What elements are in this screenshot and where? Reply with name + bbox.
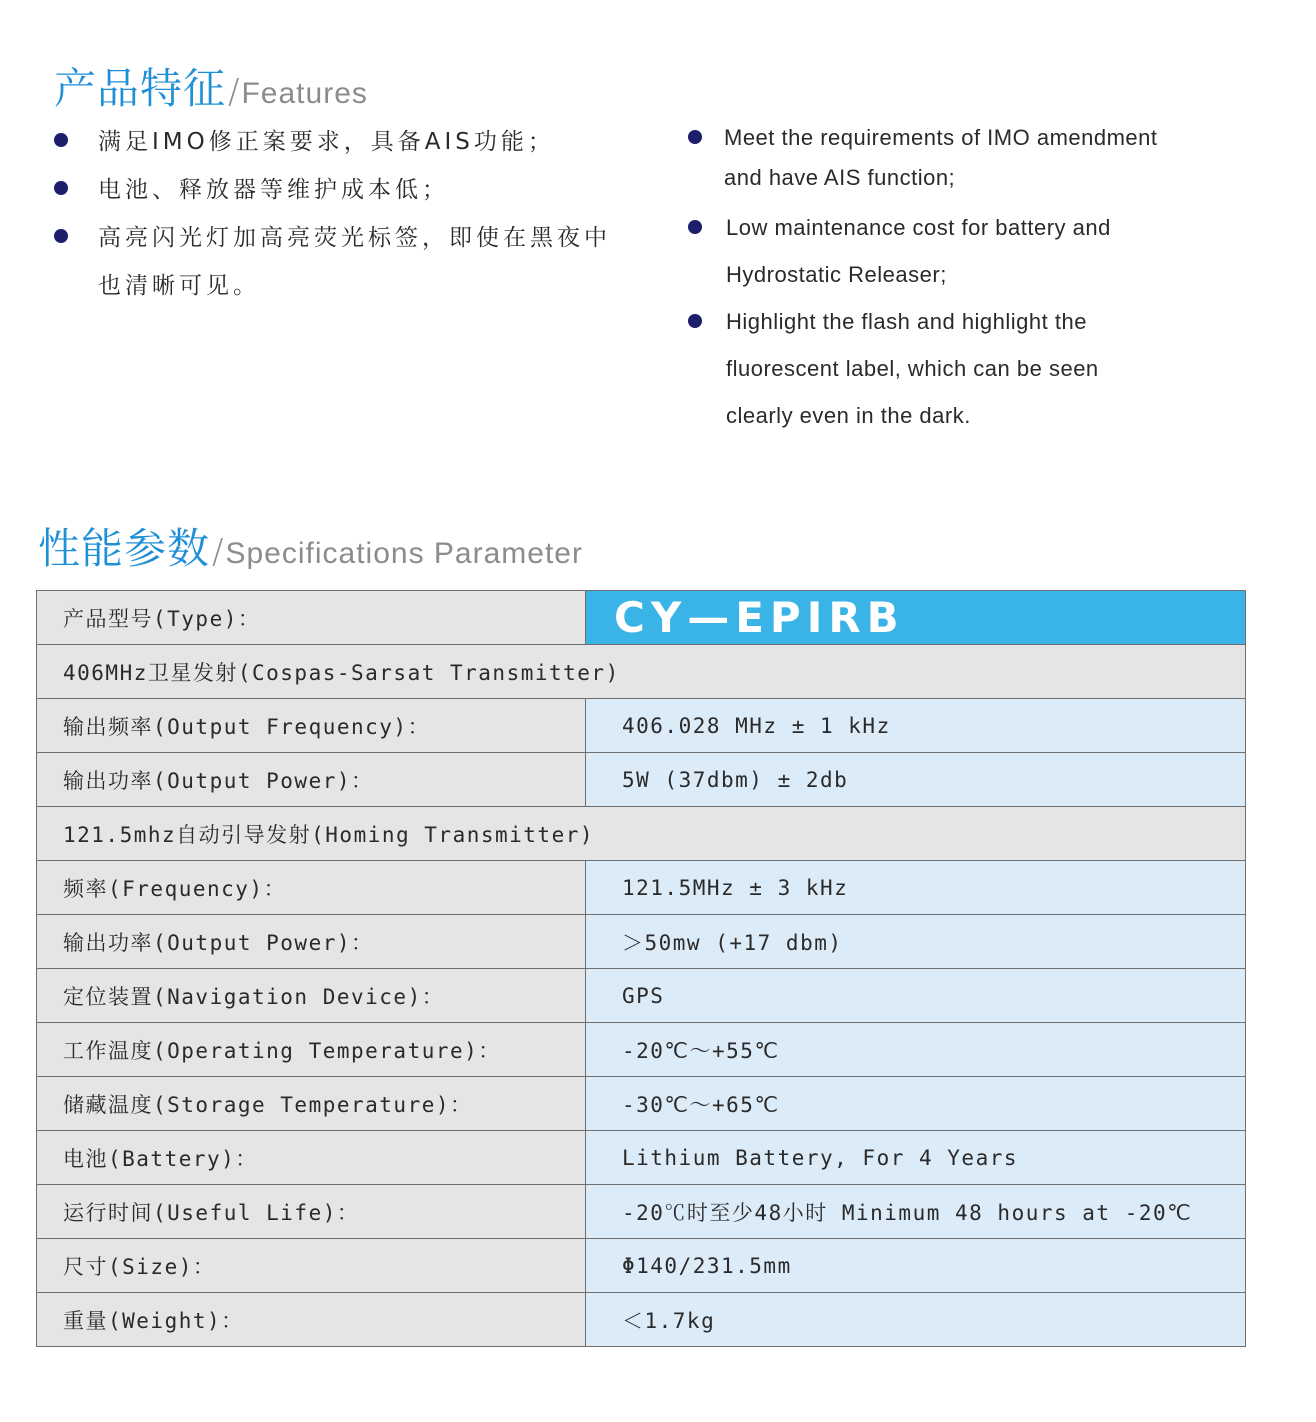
table-row xyxy=(37,1023,1246,1077)
spec-label: 定位装置(Navigation Device)： xyxy=(37,969,586,1023)
feature-item-en xyxy=(688,204,1176,298)
table-row xyxy=(37,915,1246,969)
bullet-dot-icon xyxy=(54,181,68,195)
feature-text-en: Highlight the flash and highlight the fluorescent label, which can be seen clearly even in the dark. xyxy=(726,309,1099,428)
table-section-row xyxy=(37,645,1246,699)
spec-value: Lithium Battery, For 4 Years xyxy=(586,1131,1246,1185)
spec-value: -20℃时至少48小时 Minimum 48 hours at -20℃ xyxy=(586,1185,1246,1239)
feature-item-en xyxy=(688,298,1166,439)
spec-label: 频率(Frequency)： xyxy=(37,861,586,915)
bullet-dot-icon xyxy=(688,220,702,234)
feature-text-en: Meet the requirements of IMO amendment and have AIS function; xyxy=(724,125,1158,190)
spec-label: 输出频率(Output Frequency)： xyxy=(37,699,586,753)
table-row xyxy=(37,1185,1246,1239)
spec-value: GPS xyxy=(586,969,1246,1023)
feature-text-zh: 满足IMO修正案要求，具备AIS功能； xyxy=(98,129,555,155)
spec-label: 输出功率(Output Power)： xyxy=(37,915,586,969)
spec-value: -30℃～+65℃ xyxy=(586,1077,1246,1131)
table-row xyxy=(37,1131,1246,1185)
table-row xyxy=(37,1239,1246,1293)
table-row xyxy=(37,699,1246,753)
spec-label: 工作温度(Operating Temperature)： xyxy=(37,1023,586,1077)
specs-title-en: Specifications Parameter xyxy=(225,537,583,570)
bullet-dot-icon xyxy=(688,130,702,144)
type-value: CY—EPIRB xyxy=(586,591,1246,645)
table-row xyxy=(37,861,1246,915)
features-list-en xyxy=(688,118,1248,439)
spec-label: 运行时间(Useful Life)： xyxy=(37,1185,586,1239)
section-406-label: 406MHz卫星发射(Cospas-Sarsat Transmitter) xyxy=(37,645,1246,699)
feature-item-zh xyxy=(54,166,654,214)
table-row xyxy=(37,969,1246,1023)
feature-item-en xyxy=(688,118,1194,198)
spec-value: Φ140/231.5mm xyxy=(586,1239,1246,1293)
bullet-dot-icon xyxy=(688,314,702,328)
feature-text-en: Low maintenance cost for battery and Hydrostatic Releaser; xyxy=(726,215,1111,287)
spec-label: 输出功率(Output Power)： xyxy=(37,753,586,807)
table-row xyxy=(37,1077,1246,1131)
type-label: 产品型号(Type)： xyxy=(37,591,586,645)
features-title-zh: 产品特征 xyxy=(54,64,227,113)
features-title-slash: / xyxy=(228,72,240,112)
spec-value: -20℃～+55℃ xyxy=(586,1023,1246,1077)
specs-title-slash: / xyxy=(212,532,224,572)
table-section-row xyxy=(37,807,1246,861)
bullet-dot-icon xyxy=(54,229,68,243)
bullet-dot-icon xyxy=(54,133,68,147)
table-row xyxy=(37,1293,1246,1347)
spec-label: 电池(Battery)： xyxy=(37,1131,586,1185)
spec-value: 406.028 MHz ± 1 kHz xyxy=(586,699,1246,753)
feature-text-zh: 高亮闪光灯加高亮荧光标签，即使在黑夜中也清晰可见。 xyxy=(98,225,611,299)
feature-text-zh: 电池、释放器等维护成本低； xyxy=(98,177,449,203)
spec-value: 5W (37dbm) ± 2db xyxy=(586,753,1246,807)
feature-item-zh xyxy=(54,118,654,166)
table-row xyxy=(37,753,1246,807)
features-title-en: Features xyxy=(241,77,368,110)
spec-label: 重量(Weight)： xyxy=(37,1293,586,1347)
spec-label: 储藏温度(Storage Temperature)： xyxy=(37,1077,586,1131)
specs-table xyxy=(36,590,1246,1347)
specs-title-zh: 性能参数 xyxy=(38,524,211,573)
specs-heading xyxy=(38,516,583,576)
features-list-zh xyxy=(54,118,654,310)
feature-item-zh xyxy=(54,214,618,310)
table-row-type xyxy=(37,591,1246,645)
features-heading xyxy=(54,56,368,116)
spec-value: ＜1.7kg xyxy=(586,1293,1246,1347)
spec-label: 尺寸(Size)： xyxy=(37,1239,586,1293)
spec-value: ＞50mw (+17 dbm) xyxy=(586,915,1246,969)
spec-value: 121.5MHz ± 3 kHz xyxy=(586,861,1246,915)
section-121-label: 121.5mhz自动引导发射(Homing Transmitter) xyxy=(37,807,1246,861)
